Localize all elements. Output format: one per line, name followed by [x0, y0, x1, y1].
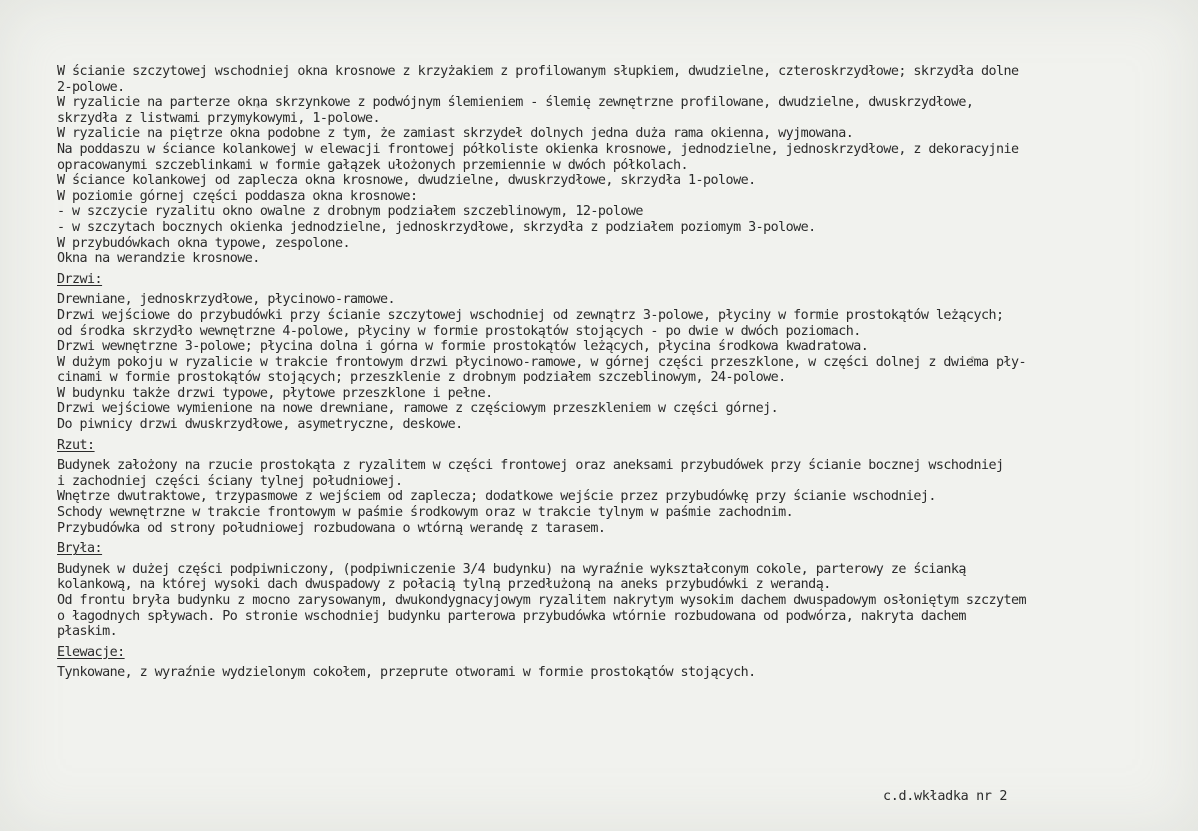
section-bryla — [57, 541, 1167, 640]
text-line: W ściance kolankowej od zaplecza okna krosnowe, dwudzielne, dwuskrzydłowe, skrzydła 1-polowe. — [57, 173, 756, 189]
continuation-note: c.d.wkładka nr 2 — [883, 789, 1008, 804]
section-rzut — [57, 438, 1167, 537]
text-line: - w szczytach bocznych okienka jednodzielne, jednoskrzydłowe, skrzydła z podziałem poziomym 3-polowe. — [57, 219, 816, 235]
text-line: Okna na werandzie krosnowe. — [57, 251, 260, 267]
text-line: od środka skrzydło wewnętrzne 4-polowe, płyciny w formie prostokątów stojących - po dwie w dwóch poziomach. — [57, 323, 861, 339]
section-heading-text: Drzwi: — [57, 271, 103, 287]
text-line: W ryzalicie na parterze okna skrzynkowe z podwójnym ślemieniem - ślemię zewnętrzne profilowane, dwudzielne, dwuskrzydłowe, — [57, 95, 974, 111]
text-line: W ścianie szczytowej wschodniej okna krosnowe z krzyżakiem z profilowanym słupkiem, dwudzielne, czteroskrzydłowe; skrzydła dolne — [57, 64, 1019, 79]
text-line: 2-polowe. — [57, 79, 125, 95]
text-line: kolankową, na której wysoki dach dwuspadowy z połacią tylną przedłużoną na aneks przybudówki z werandą. — [57, 577, 831, 593]
section-heading-text: Bryła: — [57, 541, 103, 557]
section-heading-text: Elewacje: — [57, 644, 125, 660]
text-line: Na poddaszu w ściance kolankowej w elewacji frontowej półkoliste okienka krosnowe, jednodzielne, jednoskrzydłowe, z dekoracyjnie — [57, 141, 1019, 157]
text-line: Tynkowane, z wyraźnie wydzielonym cokołem, przeprute otworami w formie prostokątów stojących. — [57, 665, 756, 681]
text-line: Schody wewnętrzne w trakcie frontowym w paśmie środkowym oraz w trakcie tylnym w paśmie zachodnim. — [57, 505, 794, 521]
text-line: Budynek w dużej części podpiwniczony, (podpiwniczenie 3/4 budynku) na wyraźnie wykształconym cokole, parterowy ze ścianką — [57, 561, 966, 577]
text-line: cinami w formie prostokątów stojących; przeszklenie z drobnym podziałem szczeblinowym, 24-polowe. — [57, 370, 786, 386]
text-line: Od frontu bryła budynku z mocno zarysowanym, dwukondygnacyjowym ryzalitem nakrytym wysokim dachem dwuspadowym osłoniętym szczytem — [57, 593, 1027, 608]
text-line: opracowanymi szczeblinkami w formie gałązek ułożonych przemiennie w dwóch półkolach. — [57, 157, 688, 173]
text-line: W poziomie górnej części poddasza okna krosnowe: — [57, 188, 418, 204]
text-line: Do piwnicy drzwi dwuskrzydłowe, asymetryczne, deskowe. — [57, 417, 463, 433]
section-heading — [57, 438, 1167, 454]
text-line: płaskim. — [57, 624, 118, 640]
section-heading — [57, 272, 1167, 288]
text-line: Drzwi wejściowe do przybudówki przy ścianie szczytowej wschodniej od zewnątrz 3-polowe, płyciny w formie prostokątów leżących; — [57, 307, 1004, 323]
text-line: Drzwi wewnętrzne 3-polowe; płycina dolna i górna w formie prostokątów leżących, płycina środkowa kwadratowa. — [57, 339, 869, 355]
text-line: W ryzalicie na piętrze okna podobne z tym, że zamiast skrzydeł dolnych jedna duża rama okienna, wyjmowana. — [57, 126, 854, 142]
text-line: Drzwi wejściowe wymienione na nowe drewniane, ramowe z częściowym przeszkleniem w części górnej. — [57, 401, 779, 417]
text-line: W dużym pokoju w ryzalicie w trakcie frontowym drzwi płycinowo-ramowe, w górnej części przeszklone, w części dolnej z dwiema pły- — [57, 354, 1027, 370]
intro-section — [57, 64, 1167, 267]
text-line: W budynku także drzwi typowe, płytowe przeszklone i pełne. — [57, 385, 493, 401]
section-elewacje — [57, 645, 1167, 681]
text-line: Budynek założony na rzucie prostokąta z ryzalitem w części frontowej oraz aneksami przybudówek przy ścianie bocznej wschodniej — [57, 458, 1004, 474]
document-body — [57, 64, 1167, 681]
text-line: - w szczycie ryzalitu okno owalne z drobnym podziałem szczeblinowym, 12-polowe — [57, 204, 643, 220]
text-line: i zachodniej części ściany tylnej południowej. — [57, 473, 403, 489]
text-line: o łagodnych spływach. Po stronie wschodniej budynku parterowa przybudówka wtórnie rozbudowana od podwórza, nakryta dachem — [57, 608, 966, 624]
text-line: skrzydła z listwami przymykowymi, 1-polowe. — [57, 110, 381, 126]
section-heading — [57, 541, 1167, 557]
text-line: Przybudówka od strony południowej rozbudowana o wtórną werandę z tarasem. — [57, 520, 606, 536]
text-line: W przybudówkach okna typowe, zespolone. — [57, 235, 350, 251]
text-line: Wnętrze dwutraktowe, trzypasmowe z wejściem od zaplecza; dodatkowe wejście przez przybudówkę przy ścianie wschodniej. — [57, 489, 936, 505]
section-drzwi — [57, 272, 1167, 433]
text-line: Drewniane, jednoskrzydłowe, płycinowo-ramowe. — [57, 292, 396, 308]
section-heading — [57, 645, 1167, 661]
section-heading-text: Rzut: — [57, 437, 95, 453]
